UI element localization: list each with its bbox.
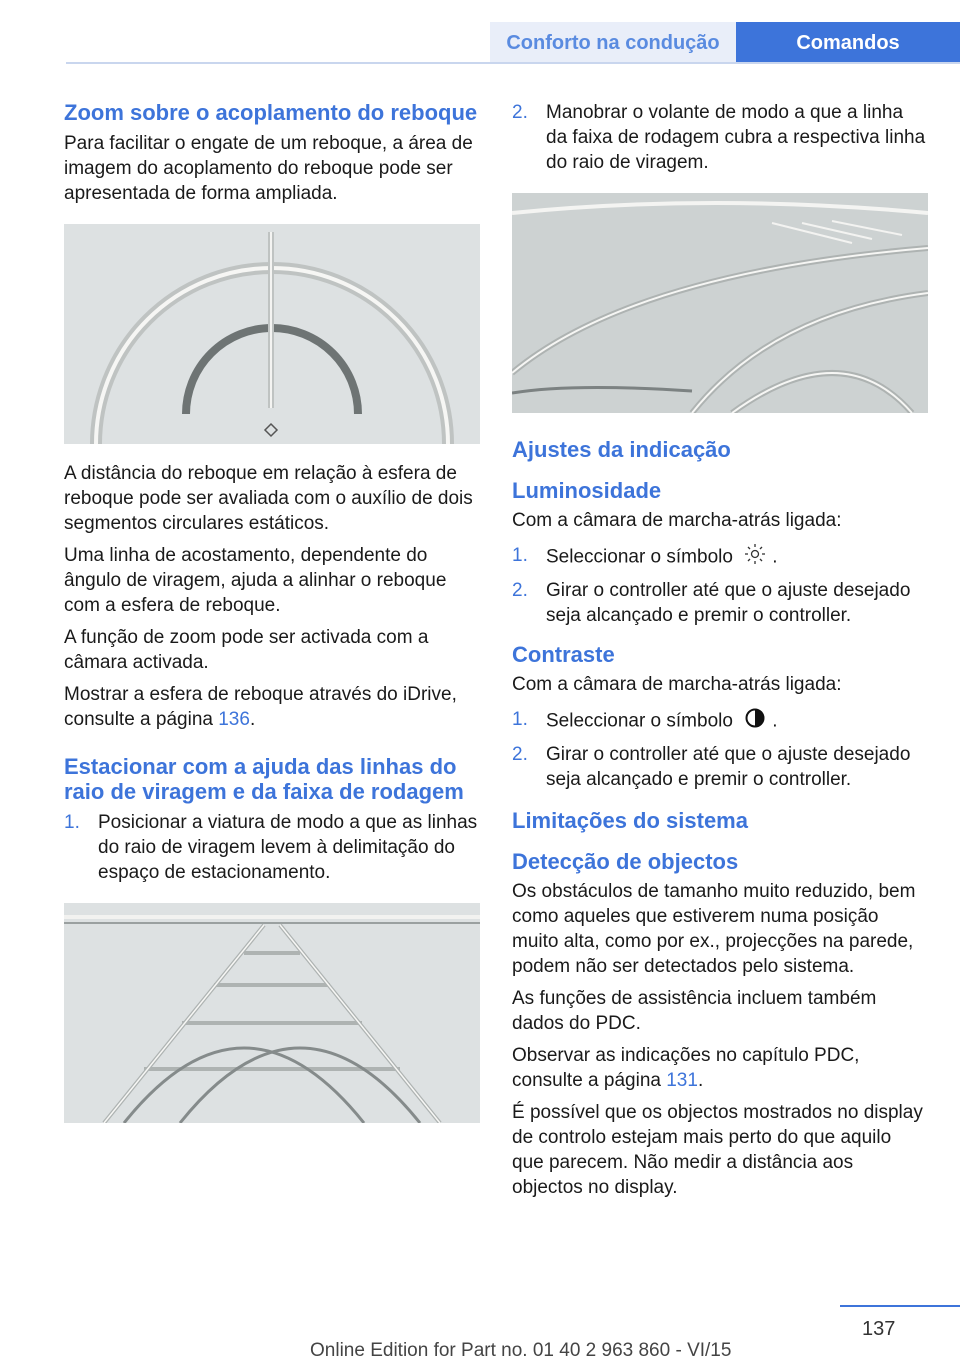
header-chapter-tab[interactable]: Comandos bbox=[736, 22, 960, 64]
heading-zoom: Zoom sobre o acoplamento do reboque bbox=[64, 100, 478, 125]
heading-limitacoes: Limitações do sistema bbox=[512, 808, 748, 833]
steps-estacionar bbox=[64, 810, 480, 885]
header-rule bbox=[66, 62, 960, 64]
para-mostrar: Mostrar a esfera de reboque através do iDrive, consulte a página 136. bbox=[64, 684, 457, 730]
contrast-icon bbox=[744, 707, 766, 736]
list-item: 1. Seleccionar o símbolo . bbox=[512, 707, 928, 736]
figure-turning-lines bbox=[64, 903, 480, 1123]
para-luminosidade: Com a câmara de marcha-atrás ligada: bbox=[512, 510, 842, 531]
list-item: 2. Girar o controller até que o ajuste desejado seja alcançado e premir o controller. bbox=[512, 744, 911, 790]
left-column bbox=[64, 100, 480, 1140]
heading-deteccao: Detecção de objectos bbox=[512, 849, 739, 874]
steps-luminosidade bbox=[512, 543, 928, 628]
steps-estacionar-cont bbox=[512, 100, 928, 175]
edition-note: Online Edition for Part no. 01 40 2 963 860 - VI/15 bbox=[310, 1340, 732, 1361]
list-item: 1. Posicionar a viatura de modo a que as linhas do raio de viragem levem à delimitação do espaço de estacionamento. bbox=[64, 812, 478, 883]
right-column bbox=[512, 100, 928, 1207]
para-distancia: A distância do reboque em relação à esfera de reboque pode ser avaliada com o auxílio de dois segmentos circulares estáticos. bbox=[64, 463, 473, 534]
list-item: 2. Manobrar o volante de modo a que a linha da faixa de rodagem cubra a respectiva linha do raio de viragem. bbox=[512, 102, 926, 173]
steps-contraste bbox=[512, 707, 928, 792]
footer-rule bbox=[840, 1305, 960, 1307]
para-contraste: Com a câmara de marcha-atrás ligada: bbox=[512, 674, 842, 695]
heading-luminosidade: Luminosidade bbox=[512, 478, 662, 503]
figure-lane-overlay bbox=[512, 193, 928, 413]
heading-contraste: Contraste bbox=[512, 642, 615, 667]
para-obstaculos: Os obstáculos de tamanho muito reduzido, bem como aqueles que estiverem numa posição muito alta, como por ex., projecções na parede, podem não ser detectados pelo sistema. bbox=[512, 881, 916, 977]
page-number: 137 bbox=[862, 1318, 896, 1340]
page-link-136[interactable]: 136 bbox=[218, 709, 250, 730]
para-observar: Observar as indicações no capítulo PDC, consulte a página 131. bbox=[512, 1045, 860, 1091]
para-funcoes: As funções de assistência incluem também dados do PDC. bbox=[512, 988, 877, 1034]
page-link-131[interactable]: 131 bbox=[666, 1070, 698, 1091]
list-item: 2. Girar o controller até que o ajuste desejado seja alcançado e premir o controller. bbox=[512, 580, 911, 626]
figure-hitch-zoom bbox=[64, 224, 480, 444]
para-funcao: A função de zoom pode ser activada com a câmara activada. bbox=[64, 627, 429, 673]
sun-icon bbox=[744, 543, 766, 572]
header-section-tab[interactable]: Conforto na condução bbox=[490, 22, 736, 64]
list-item: 1. Seleccionar o símbolo . bbox=[512, 543, 928, 572]
para-possivel: É possível que os objectos mostrados no display de controlo estejam mais perto do que aquilo que parecem. Não medir a distância aos objectos no display. bbox=[512, 1102, 923, 1198]
heading-ajustes: Ajustes da indicação bbox=[512, 437, 731, 462]
heading-estacionar: Estacionar com a ajuda das linhas do raio de viragem e da faixa de rodagem bbox=[64, 754, 464, 804]
para-linha: Uma linha de acostamento, dependente do ângulo de viragem, ajuda a alinhar o reboque com a esfera de reboque. bbox=[64, 545, 447, 616]
para-zoom: Para facilitar o engate de um reboque, a área de imagem do acoplamento do reboque pode ser apresentada de forma ampliada. bbox=[64, 133, 473, 204]
